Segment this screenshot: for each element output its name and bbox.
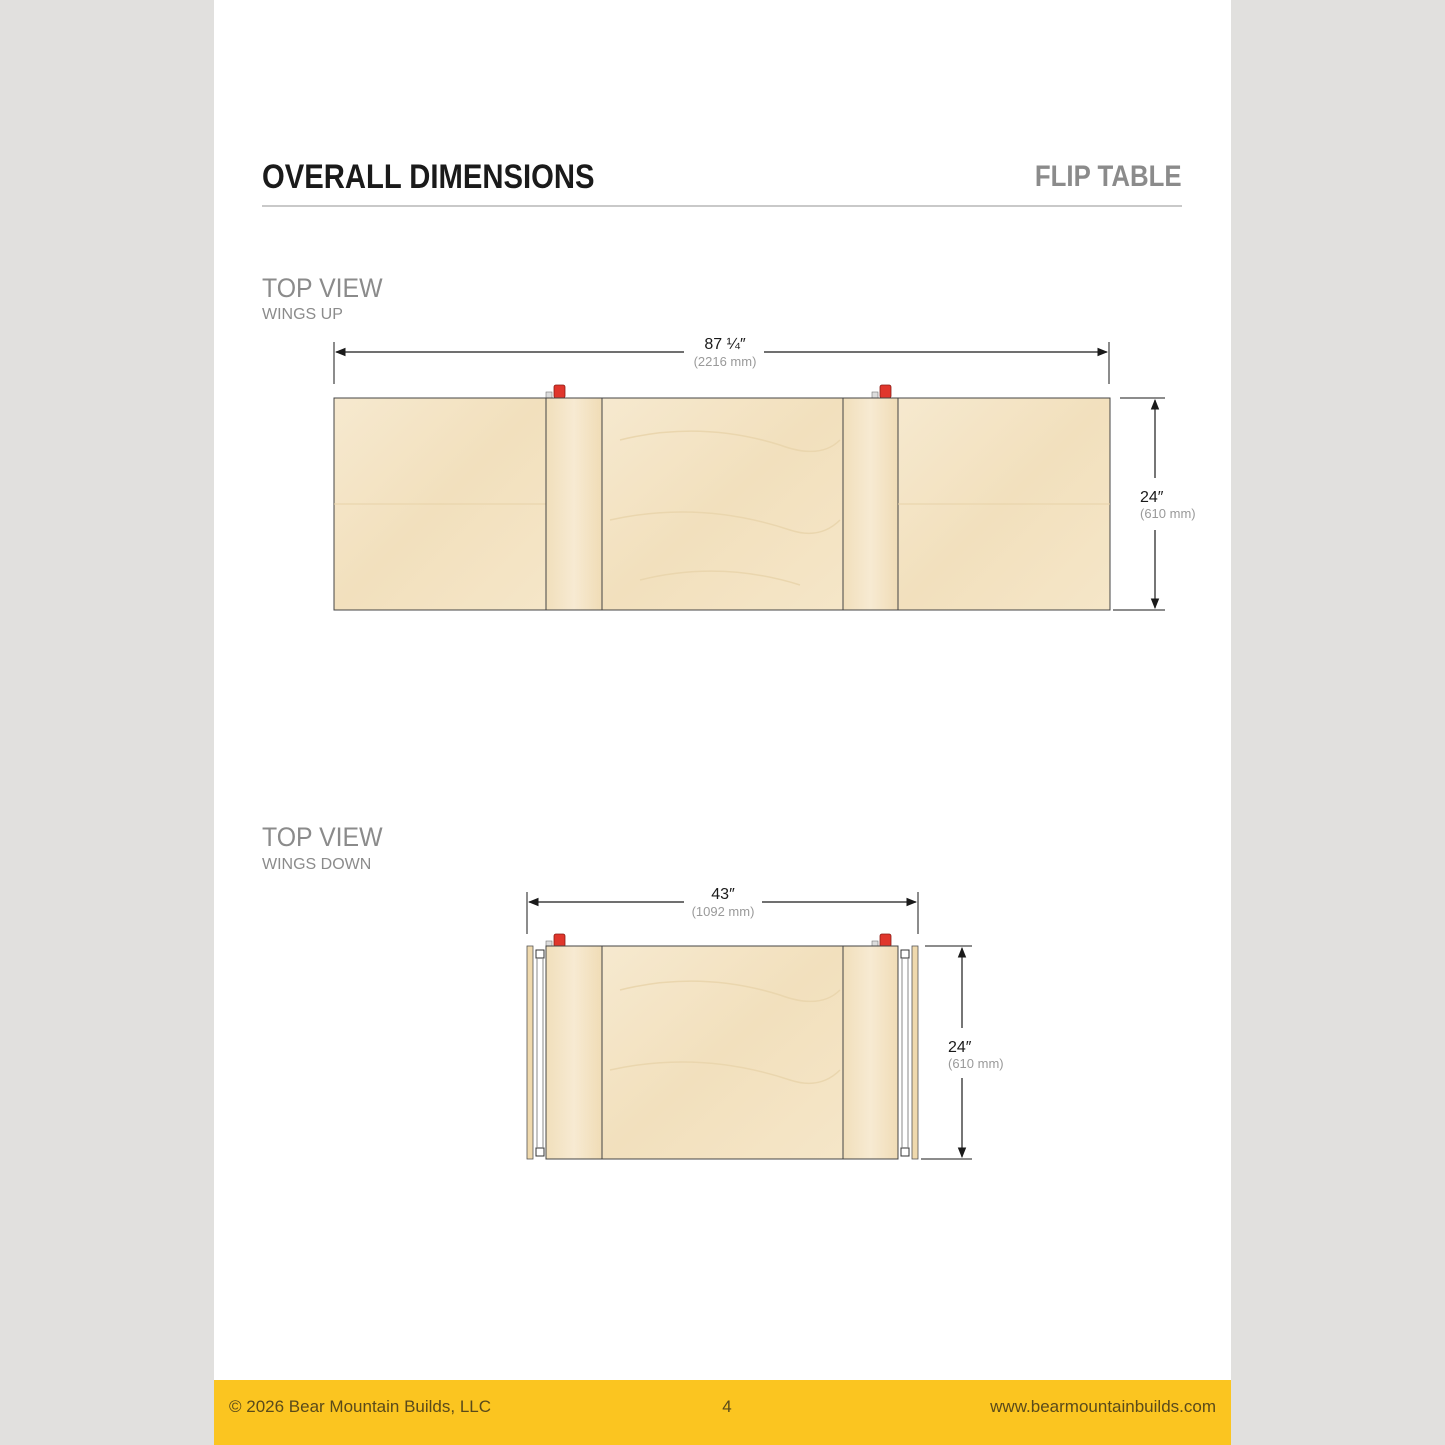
height-label-wings-down: 24″ bbox=[948, 1039, 972, 1056]
height-label-wings-up: 24″ bbox=[1140, 489, 1164, 506]
center-top bbox=[602, 946, 843, 1159]
page-title: OVERALL DIMENSIONS bbox=[262, 158, 595, 196]
clamp-right bbox=[880, 934, 891, 947]
width-mm-wings-up: (2216 mm) bbox=[693, 354, 757, 369]
left-strip bbox=[546, 946, 602, 1159]
right-folded-wing bbox=[912, 946, 918, 1159]
height-mm-wings-up: (610 mm) bbox=[1140, 506, 1196, 521]
view-2-subtitle: WINGS DOWN bbox=[262, 856, 372, 873]
wings-up-drawing bbox=[334, 336, 1196, 610]
width-label-wings-up: 87 ¼″ bbox=[704, 336, 746, 353]
view-1-subtitle: WINGS UP bbox=[262, 306, 343, 323]
left-strip bbox=[546, 398, 602, 610]
left-folded-wing bbox=[527, 946, 533, 1159]
clamp-left bbox=[554, 934, 565, 947]
wings-down-drawing bbox=[527, 886, 1004, 1159]
width-mm-wings-down: (1092 mm) bbox=[691, 904, 755, 919]
center-top bbox=[602, 398, 843, 610]
copyright-text: © 2026 Bear Mountain Builds, LLC bbox=[229, 1397, 492, 1416]
clamp-left bbox=[554, 385, 565, 398]
clamp-right bbox=[880, 385, 891, 398]
height-mm-wings-down: (610 mm) bbox=[948, 1056, 1004, 1071]
view-1-title: TOP VIEW bbox=[262, 273, 383, 303]
website-link[interactable]: www.bearmountainbuilds.com bbox=[990, 1397, 1216, 1416]
right-strip bbox=[843, 398, 898, 610]
view-2-title: TOP VIEW bbox=[262, 822, 383, 852]
right-strip bbox=[843, 946, 898, 1159]
document-subtitle: FLIP TABLE bbox=[1035, 160, 1182, 193]
width-label-wings-down: 43″ bbox=[711, 886, 735, 903]
page-number: 4 bbox=[722, 1397, 732, 1416]
footer-bar bbox=[214, 1380, 1231, 1445]
